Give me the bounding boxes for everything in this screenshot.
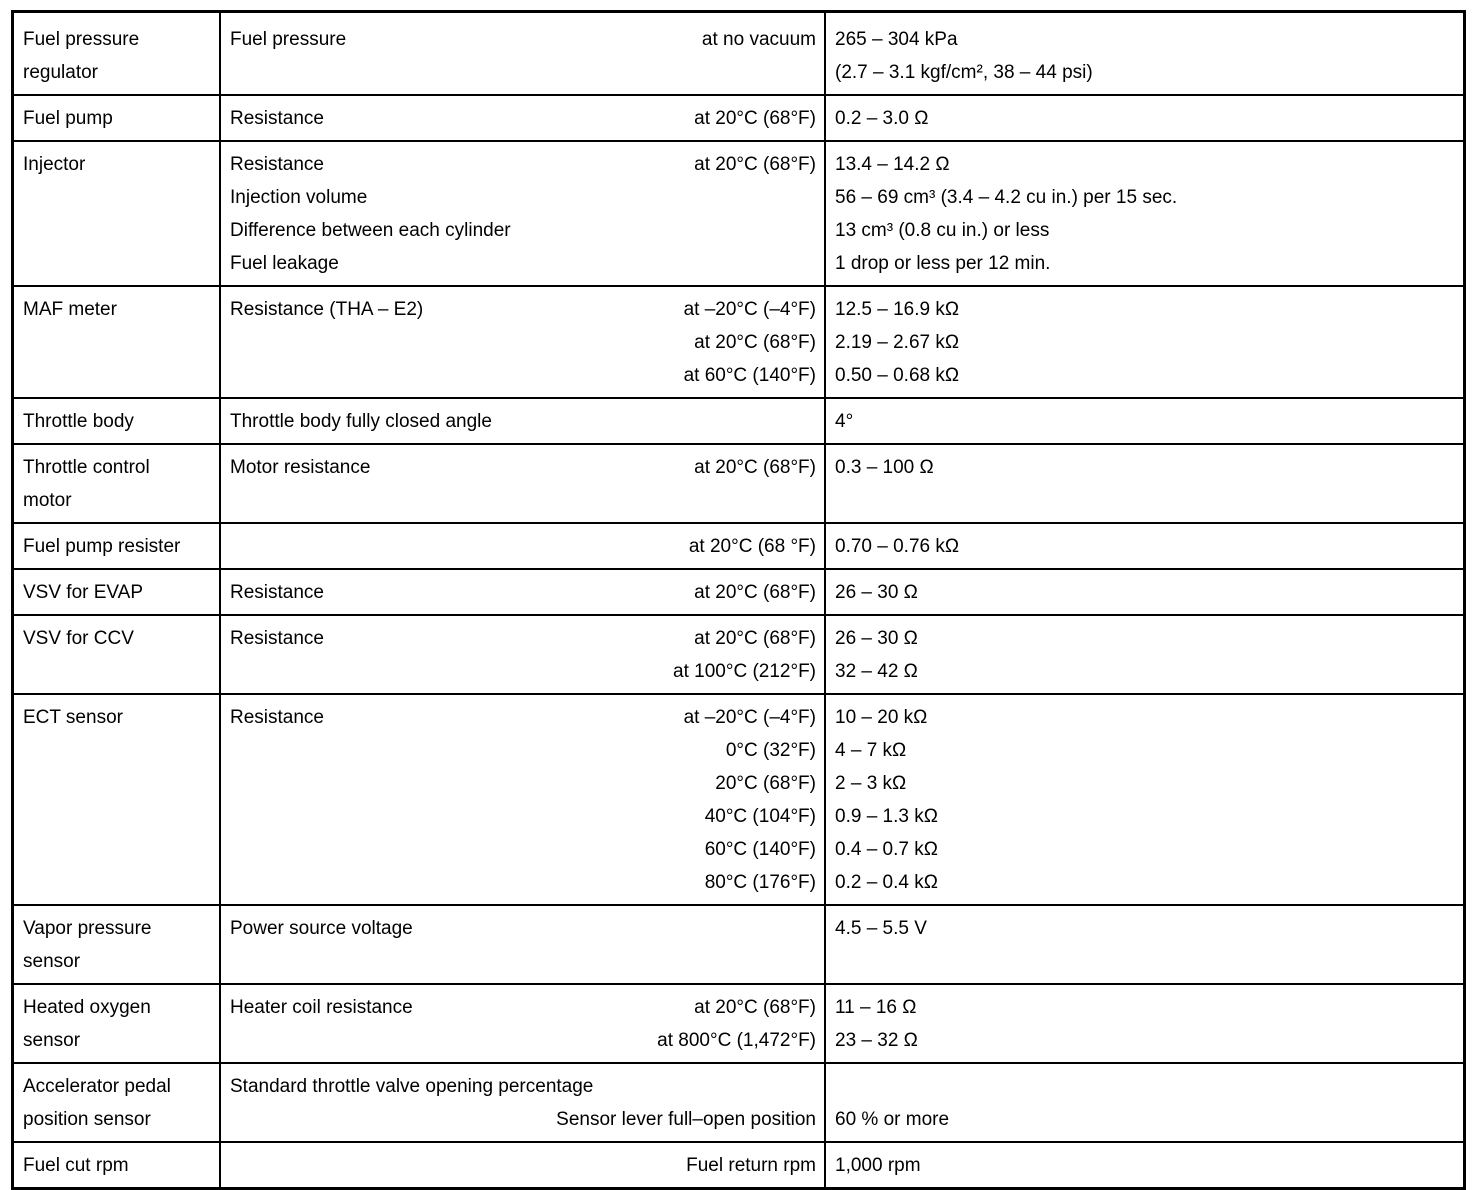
- component-name-line: ECT sensor: [23, 707, 123, 728]
- condition-line: [230, 451, 816, 484]
- condition-line: [230, 912, 816, 945]
- specified-value: 0.4 – 0.7 kΩ: [835, 839, 938, 860]
- specified-value: 0.70 – 0.76 kΩ: [835, 536, 960, 557]
- component-cell: [13, 1063, 221, 1142]
- condition-cell: [220, 905, 825, 984]
- component-cell: [13, 12, 221, 96]
- test-condition: 80°C (176°F): [704, 872, 816, 893]
- table-row: [13, 141, 1465, 286]
- condition-line: [230, 1103, 816, 1136]
- condition-cell: [220, 1142, 825, 1189]
- test-condition: 20°C (68°F): [715, 773, 816, 794]
- specified-value: 4.5 – 5.5 V: [835, 918, 927, 939]
- condition-cell: [220, 444, 825, 523]
- condition-line: [230, 530, 816, 563]
- test-condition: at no vacuum: [701, 29, 816, 50]
- component-cell: [13, 569, 221, 615]
- specified-value: 60 % or more: [835, 1109, 950, 1130]
- component-cell: [13, 615, 221, 694]
- value-cell: [825, 444, 1465, 523]
- component-cell: [13, 141, 221, 286]
- item-label: Resistance: [230, 707, 324, 728]
- table-row: [13, 984, 1465, 1063]
- item-label: Fuel leakage: [230, 253, 339, 274]
- specified-value: 265 – 304 kPa: [835, 29, 958, 50]
- component-name-line: sensor: [23, 951, 81, 972]
- condition-line: [230, 1070, 816, 1103]
- test-condition: at 20°C (68 °F): [688, 536, 816, 557]
- specified-value: 0.50 – 0.68 kΩ: [835, 365, 960, 386]
- condition-line: [230, 701, 816, 734]
- value-cell: [825, 905, 1465, 984]
- condition-line: [230, 247, 816, 280]
- condition-line: [230, 214, 816, 247]
- condition-cell: [220, 984, 825, 1063]
- component-cell: [13, 984, 221, 1063]
- component-name-line: Fuel pump: [23, 108, 113, 129]
- value-cell: [825, 984, 1465, 1063]
- table-row: [13, 95, 1465, 141]
- specified-value: 13.4 – 14.2 Ω: [835, 154, 950, 175]
- condition-line: [230, 991, 816, 1024]
- component-name-line: Throttle control: [23, 457, 150, 478]
- condition-line: [230, 734, 816, 767]
- component-name-line: Fuel pressure: [23, 29, 140, 50]
- item-label: Standard throttle valve opening percentage: [230, 1076, 594, 1097]
- table-row: [13, 1142, 1465, 1189]
- condition-line: [230, 23, 816, 56]
- specified-value: 10 – 20 kΩ: [835, 707, 928, 728]
- condition-line: [230, 866, 816, 899]
- specified-value: (2.7 – 3.1 kgf/cm², 38 – 44 psi): [835, 62, 1093, 83]
- table-row: [13, 12, 1465, 96]
- table-row: [13, 694, 1465, 905]
- value-cell: [825, 95, 1465, 141]
- condition-line: [230, 405, 816, 438]
- test-condition: Sensor lever full–open position: [556, 1109, 816, 1130]
- component-name-line: MAF meter: [23, 299, 117, 320]
- item-label: Resistance (THA – E2): [230, 299, 424, 320]
- specified-value: 4°: [835, 411, 854, 432]
- condition-line: [230, 102, 816, 135]
- component-name-line: motor: [23, 490, 72, 511]
- specified-value: 2.19 – 2.67 kΩ: [835, 332, 960, 353]
- component-name-line: Injector: [23, 154, 86, 175]
- component-name-line: sensor: [23, 1030, 81, 1051]
- specified-value: 11 – 16 Ω: [835, 997, 917, 1018]
- specified-value: 4 – 7 kΩ: [835, 740, 907, 761]
- specified-value: 0.9 – 1.3 kΩ: [835, 806, 938, 827]
- condition-cell: [220, 1063, 825, 1142]
- specified-value: 1 drop or less per 12 min.: [835, 253, 1051, 274]
- table-row: [13, 615, 1465, 694]
- value-cell: [825, 141, 1465, 286]
- test-condition: 60°C (140°F): [704, 839, 816, 860]
- item-label: Resistance: [230, 108, 324, 129]
- condition-line: [230, 655, 816, 688]
- table-row: [13, 398, 1465, 444]
- component-name-line: Heated oxygen: [23, 997, 151, 1018]
- value-cell: [825, 615, 1465, 694]
- specified-value: 0.2 – 0.4 kΩ: [835, 872, 938, 893]
- value-cell: [825, 569, 1465, 615]
- item-label: Resistance: [230, 628, 324, 649]
- item-label: Resistance: [230, 154, 324, 175]
- value-cell: [825, 12, 1465, 96]
- test-condition: at 20°C (68°F): [694, 997, 816, 1018]
- component-name-line: Vapor pressure: [23, 918, 152, 939]
- component-name-line: VSV for EVAP: [23, 582, 144, 603]
- specified-value: 56 – 69 cm³ (3.4 – 4.2 cu in.) per 15 sec.: [835, 187, 1178, 208]
- test-condition: 0°C (32°F): [725, 740, 816, 761]
- condition-line: [230, 181, 816, 214]
- table-row: [13, 569, 1465, 615]
- condition-line: [230, 148, 816, 181]
- component-cell: [13, 95, 221, 141]
- condition-cell: [220, 694, 825, 905]
- condition-cell: [220, 569, 825, 615]
- condition-cell: [220, 615, 825, 694]
- condition-line: [230, 359, 816, 392]
- condition-line: [230, 833, 816, 866]
- test-condition: at 60°C (140°F): [683, 365, 816, 386]
- specification-table-body: [13, 12, 1465, 1189]
- test-condition: 40°C (104°F): [704, 806, 816, 827]
- item-label: Fuel pressure: [230, 29, 347, 50]
- test-condition: at 800°C (1,472°F): [657, 1030, 816, 1051]
- table-row: [13, 905, 1465, 984]
- component-name-line: regulator: [23, 62, 98, 83]
- specified-value: 23 – 32 Ω: [835, 1030, 918, 1051]
- condition-cell: [220, 286, 825, 398]
- value-cell: [825, 398, 1465, 444]
- specified-value: [835, 1070, 1455, 1103]
- test-condition: at 100°C (212°F): [673, 661, 816, 682]
- table-row: [13, 523, 1465, 569]
- test-condition: at 20°C (68°F): [694, 457, 816, 478]
- specified-value: 0.2 – 3.0 Ω: [835, 108, 929, 129]
- component-cell: [13, 1142, 221, 1189]
- component-name-line: Throttle body: [23, 411, 134, 432]
- condition-cell: [220, 95, 825, 141]
- item-label: Heater coil resistance: [230, 997, 413, 1018]
- component-name-line: Fuel pump resister: [23, 536, 181, 557]
- test-condition: at –20°C (–4°F): [683, 707, 816, 728]
- condition-line: [230, 622, 816, 655]
- condition-line: [230, 1024, 816, 1057]
- specified-value: 1,000 rpm: [835, 1155, 921, 1176]
- condition-line: [230, 326, 816, 359]
- item-label: Throttle body fully closed angle: [230, 411, 492, 432]
- test-condition: at 20°C (68°F): [694, 108, 816, 129]
- component-cell: [13, 905, 221, 984]
- specified-value: 13 cm³ (0.8 cu in.) or less: [835, 220, 1050, 241]
- component-name-line: position sensor: [23, 1109, 151, 1130]
- component-cell: [13, 398, 221, 444]
- test-condition: at –20°C (–4°F): [683, 299, 816, 320]
- item-label: Power source voltage: [230, 918, 413, 939]
- test-condition: at 20°C (68°F): [694, 582, 816, 603]
- component-cell: [13, 694, 221, 905]
- specified-value: 32 – 42 Ω: [835, 661, 918, 682]
- condition-cell: [220, 12, 825, 96]
- table-row: [13, 286, 1465, 398]
- condition-cell: [220, 523, 825, 569]
- condition-line: [230, 767, 816, 800]
- test-condition: Fuel return rpm: [686, 1155, 816, 1176]
- component-cell: [13, 286, 221, 398]
- item-label: Resistance: [230, 582, 324, 603]
- table-row: [13, 1063, 1465, 1142]
- value-cell: [825, 1063, 1465, 1142]
- value-cell: [825, 286, 1465, 398]
- value-cell: [825, 523, 1465, 569]
- component-name-line: Fuel cut rpm: [23, 1155, 129, 1176]
- specified-value: 26 – 30 Ω: [835, 582, 918, 603]
- value-cell: [825, 694, 1465, 905]
- table-row: [13, 444, 1465, 523]
- specified-value: 2 – 3 kΩ: [835, 773, 907, 794]
- component-name-line: Accelerator pedal: [23, 1076, 171, 1097]
- specified-value: 12.5 – 16.9 kΩ: [835, 299, 960, 320]
- component-cell: [13, 523, 221, 569]
- item-label: Motor resistance: [230, 457, 371, 478]
- condition-line: [230, 800, 816, 833]
- component-cell: [13, 444, 221, 523]
- condition-cell: [220, 398, 825, 444]
- specified-value: 26 – 30 Ω: [835, 628, 918, 649]
- test-condition: at 20°C (68°F): [694, 154, 816, 175]
- value-cell: [825, 1142, 1465, 1189]
- item-label: Injection volume: [230, 187, 368, 208]
- test-condition: at 20°C (68°F): [694, 332, 816, 353]
- test-condition: at 20°C (68°F): [694, 628, 816, 649]
- item-label: Difference between each cylinder: [230, 220, 511, 241]
- condition-line: [230, 293, 816, 326]
- specified-value: 0.3 – 100 Ω: [835, 457, 934, 478]
- condition-line: [230, 576, 816, 609]
- component-name-line: VSV for CCV: [23, 628, 134, 649]
- condition-cell: [220, 141, 825, 286]
- specification-table: [11, 10, 1466, 1190]
